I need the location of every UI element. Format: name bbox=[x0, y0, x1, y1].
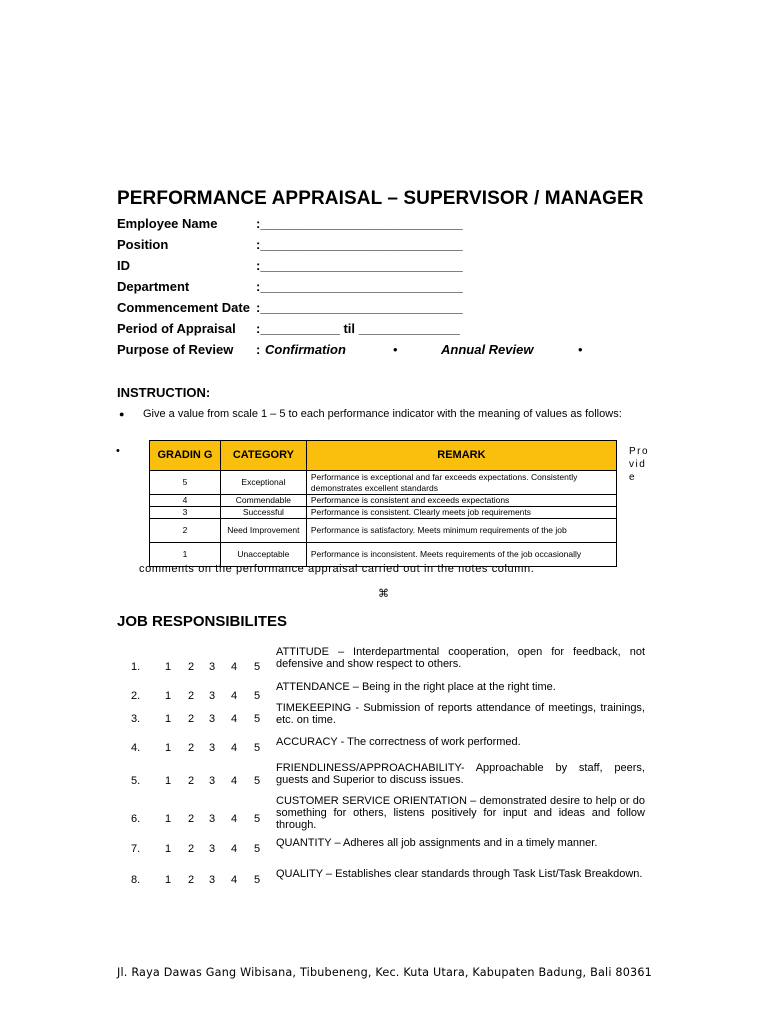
item-description: ACCURACY - The correctness of work performed. bbox=[276, 736, 521, 748]
score-option-1[interactable]: 1 bbox=[165, 843, 172, 855]
score-option-5[interactable]: 5 bbox=[254, 690, 261, 702]
score-option-2[interactable]: 2 bbox=[188, 775, 195, 787]
score-option-2[interactable]: 2 bbox=[188, 843, 195, 855]
purpose-bullet-2: • bbox=[578, 342, 583, 357]
table-row bbox=[150, 507, 617, 519]
grading-header-remark: REMARK bbox=[306, 441, 616, 471]
score-option-4[interactable]: 4 bbox=[231, 713, 238, 725]
score-option-2[interactable]: 2 bbox=[188, 713, 195, 725]
item-number: 4. bbox=[131, 742, 141, 754]
page-title: PERFORMANCE APPRAISAL – SUPERVISOR / MANAGER bbox=[117, 188, 644, 209]
item-description: ATTENDANCE – Being in the right place at the right time. bbox=[276, 681, 556, 693]
score-option-3[interactable]: 3 bbox=[209, 843, 216, 855]
purpose-option-confirmation: Confirmation bbox=[265, 342, 346, 357]
period-of-appraisal-label: Period of Appraisal bbox=[117, 321, 236, 336]
position-label: Position bbox=[117, 237, 169, 252]
score-option-3[interactable]: 3 bbox=[209, 874, 216, 886]
item-number: 8. bbox=[131, 874, 141, 886]
remark-cell: Performance is consistent and exceeds expectations bbox=[306, 495, 616, 507]
item-description: ATTITUDE – Interdepartmental cooperation, open for feedback, not defensive and show respect to others. bbox=[276, 646, 645, 670]
item-description: TIMEKEEPING - Submission of reports attendance of meetings, trainings, etc. on time. bbox=[276, 702, 645, 726]
score-option-5[interactable]: 5 bbox=[254, 661, 261, 673]
item-number: 7. bbox=[131, 843, 141, 855]
score-option-1[interactable]: 1 bbox=[165, 690, 172, 702]
score-option-1[interactable]: 1 bbox=[165, 874, 172, 886]
instruction-text: Give a value from scale 1 – 5 to each performance indicator with the meaning of values as follows: bbox=[143, 408, 622, 420]
provide-text: Pro vid e bbox=[629, 446, 650, 483]
purpose-of-review-field bbox=[117, 342, 717, 360]
score-option-5[interactable]: 5 bbox=[254, 713, 261, 725]
instruction-bullet-2: • bbox=[116, 445, 120, 457]
grading-header-grading: GRADIN G bbox=[150, 441, 221, 471]
commencement-date-label: Commencement Date bbox=[117, 300, 250, 315]
score-option-1[interactable]: 1 bbox=[165, 775, 172, 787]
score-option-5[interactable]: 5 bbox=[254, 742, 261, 754]
score-option-2[interactable]: 2 bbox=[188, 742, 195, 754]
item-number: 5. bbox=[131, 775, 141, 787]
category-cell: Commendable bbox=[220, 495, 306, 507]
grading-table bbox=[149, 440, 617, 567]
commencement-date-value: :____________________________ bbox=[256, 300, 463, 315]
score-option-5[interactable]: 5 bbox=[254, 813, 261, 825]
remark-cell: Performance is inconsistent. Meets requirements of the job occasionally bbox=[306, 543, 616, 567]
score-option-4[interactable]: 4 bbox=[231, 874, 238, 886]
score-option-4[interactable]: 4 bbox=[231, 742, 238, 754]
score-option-2[interactable]: 2 bbox=[188, 690, 195, 702]
score-option-4[interactable]: 4 bbox=[231, 843, 238, 855]
remark-cell: Performance is satisfactory. Meets minimum requirements of the job bbox=[306, 519, 616, 543]
grade-cell: 2 bbox=[150, 519, 221, 543]
score-option-4[interactable]: 4 bbox=[231, 775, 238, 787]
id-label: ID bbox=[117, 258, 130, 273]
category-cell: Need Improvement bbox=[220, 519, 306, 543]
score-option-5[interactable]: 5 bbox=[254, 843, 261, 855]
score-option-4[interactable]: 4 bbox=[231, 661, 238, 673]
grading-header-category: CATEGORY bbox=[220, 441, 306, 471]
grade-cell: 4 bbox=[150, 495, 221, 507]
footer-address: Jl. Raya Dawas Gang Wibisana, Tibubeneng, Kec. Kuta Utara, Kabupaten Badung, Bali 80361 bbox=[117, 966, 652, 979]
score-option-5[interactable]: 5 bbox=[254, 775, 261, 787]
score-option-3[interactable]: 3 bbox=[209, 775, 216, 787]
table-row bbox=[150, 519, 617, 543]
remark-cell: Performance is exceptional and far exceeds expectations. Consistently demonstrates excellent standards bbox=[306, 471, 616, 495]
score-option-2[interactable]: 2 bbox=[188, 874, 195, 886]
item-number: 2. bbox=[131, 690, 141, 702]
category-cell: Unacceptable bbox=[220, 543, 306, 567]
table-row bbox=[150, 471, 617, 495]
remark-cell: Performance is consistent. Clearly meets job requirements bbox=[306, 507, 616, 519]
command-symbol: ⌘ bbox=[378, 588, 389, 600]
score-option-3[interactable]: 3 bbox=[209, 742, 216, 754]
grade-cell: 1 bbox=[150, 543, 221, 567]
item-number: 6. bbox=[131, 813, 141, 825]
instruction-bullet: ● bbox=[119, 409, 125, 419]
purpose-of-review-label: Purpose of Review bbox=[117, 342, 234, 357]
purpose-option-annual-review: Annual Review bbox=[441, 342, 534, 357]
score-option-1[interactable]: 1 bbox=[165, 813, 172, 825]
score-option-4[interactable]: 4 bbox=[231, 690, 238, 702]
job-responsibilities-heading: JOB RESPONSIBILITES bbox=[117, 613, 288, 630]
score-option-3[interactable]: 3 bbox=[209, 713, 216, 725]
score-option-1[interactable]: 1 bbox=[165, 713, 172, 725]
table-row bbox=[150, 495, 617, 507]
score-option-5[interactable]: 5 bbox=[254, 874, 261, 886]
employee-name-label: Employee Name bbox=[117, 216, 218, 231]
position-value: :____________________________ bbox=[256, 237, 463, 252]
score-option-1[interactable]: 1 bbox=[165, 661, 172, 673]
purpose-bullet-1: • bbox=[393, 342, 398, 357]
score-option-1[interactable]: 1 bbox=[165, 742, 172, 754]
item-number: 3. bbox=[131, 713, 141, 725]
item-description: FRIENDLINESS/APPROACHABILITY- Approachable by staff, peers, guests and Superior to discuss issues. bbox=[276, 762, 645, 786]
score-option-2[interactable]: 2 bbox=[188, 813, 195, 825]
instruction-heading: INSTRUCTION: bbox=[117, 385, 211, 400]
period-of-appraisal-value: :___________ til ______________ bbox=[256, 321, 460, 336]
score-option-3[interactable]: 3 bbox=[209, 813, 216, 825]
score-option-2[interactable]: 2 bbox=[188, 661, 195, 673]
grade-cell: 3 bbox=[150, 507, 221, 519]
comments-text: comments on the performance appraisal carried out in the notes column. bbox=[139, 563, 535, 575]
department-label: Department bbox=[117, 279, 190, 294]
employee-name-value: :____________________________ bbox=[256, 216, 463, 231]
purpose-of-review-prefix: : bbox=[256, 342, 264, 357]
item-description: QUANTITY – Adheres all job assignments and in a timely manner. bbox=[276, 837, 598, 849]
id-value: :____________________________ bbox=[256, 258, 463, 273]
grading-table-header bbox=[150, 441, 617, 471]
item-description: CUSTOMER SERVICE ORIENTATION – demonstrated desire to help or do something for others, listens positively for input and ideas and follow through. bbox=[276, 795, 645, 831]
grade-cell: 5 bbox=[150, 471, 221, 495]
item-number: 1. bbox=[131, 661, 141, 673]
category-cell: Exceptional bbox=[220, 471, 306, 495]
score-option-3[interactable]: 3 bbox=[209, 690, 216, 702]
score-option-3[interactable]: 3 bbox=[209, 661, 216, 673]
department-value: :____________________________ bbox=[256, 279, 463, 294]
category-cell: Successful bbox=[220, 507, 306, 519]
item-description: QUALITY – Establishes clear standards through Task List/Task Breakdown. bbox=[276, 868, 643, 880]
score-option-4[interactable]: 4 bbox=[231, 813, 238, 825]
